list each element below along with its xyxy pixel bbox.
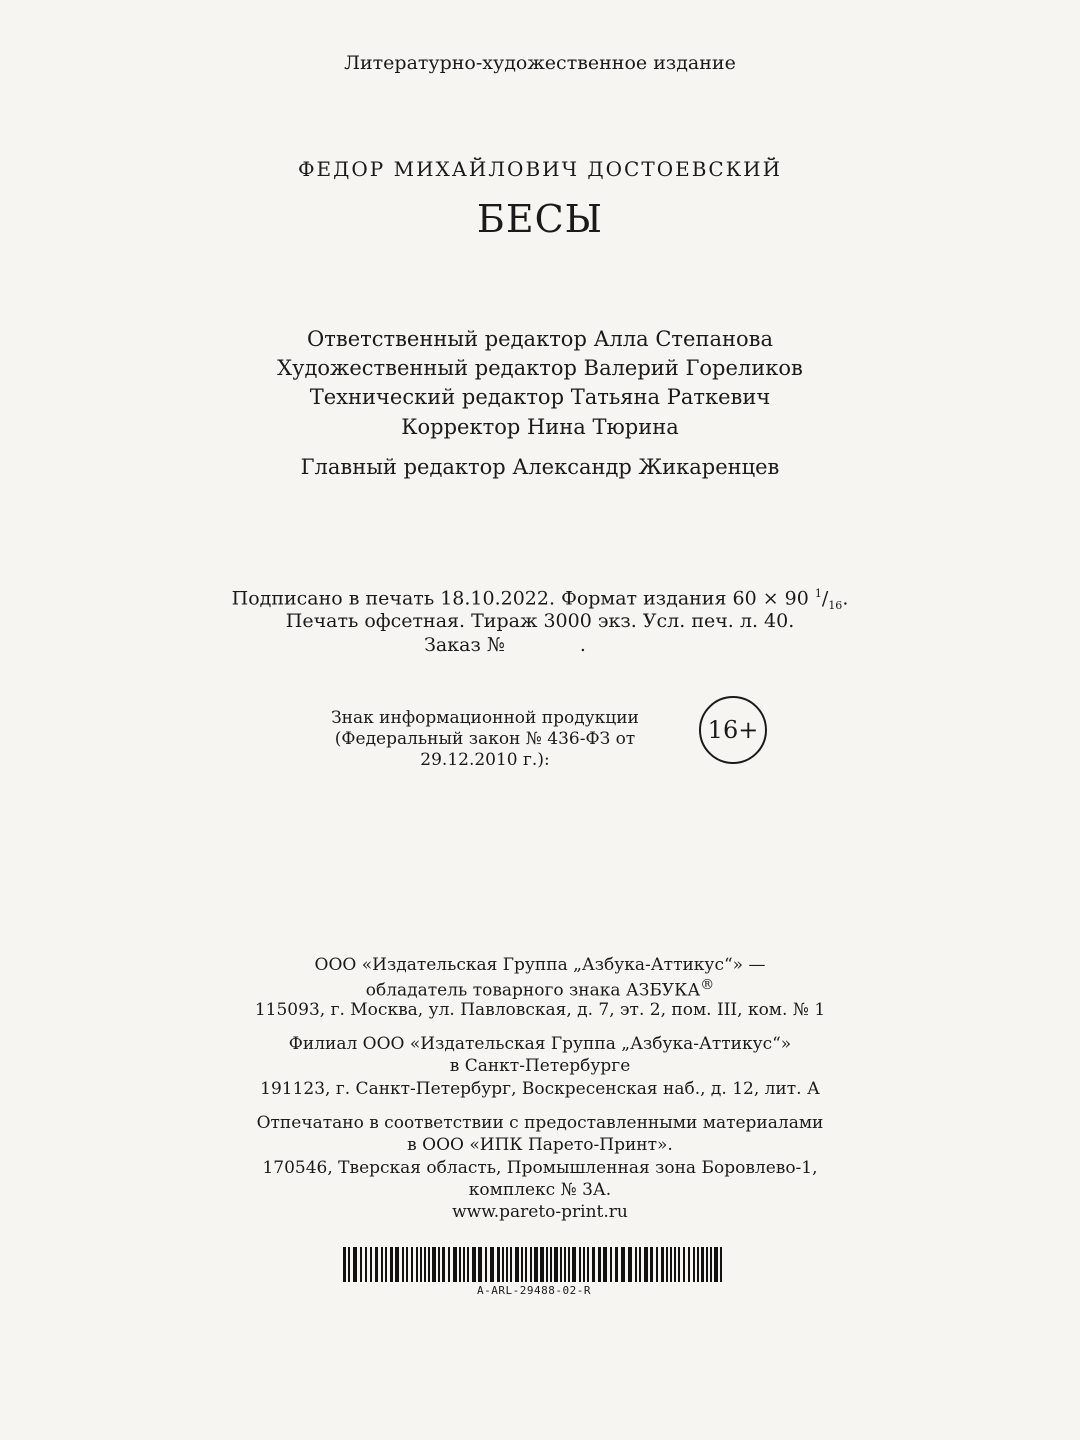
publisher-line: 115093, г. Москва, ул. Павловская, д. 7, эт. 2, пом. III, ком. № 1 [254, 1000, 826, 1020]
barcode-bar [554, 1247, 558, 1282]
credit-line: Технический редактор Татьяна Раткевич [309, 385, 771, 409]
barcode-bar [506, 1247, 508, 1282]
barcode-bar [448, 1247, 450, 1282]
genre-label: Литературно-художественное издание [344, 52, 736, 74]
barcode-bar [375, 1247, 378, 1282]
barcode-bar [701, 1247, 704, 1282]
barcode-bar [353, 1247, 357, 1282]
barcode-bar [365, 1247, 367, 1282]
barcode-bar [710, 1247, 712, 1282]
barcode-bar [442, 1247, 445, 1282]
printer-line: Отпечатано в соответствии с предоставленными материалами [256, 1113, 824, 1133]
barcode-bar [453, 1247, 457, 1282]
barcode-bar [343, 1247, 346, 1282]
barcode-bar [706, 1247, 708, 1282]
barcode-bar [360, 1247, 362, 1282]
barcode-bar [666, 1247, 668, 1282]
publisher-line: Филиал ООО «Издательская Группа „Азбука-Аттикус“» [288, 1034, 792, 1054]
barcode-bar [678, 1247, 680, 1282]
barcode-bar [490, 1247, 494, 1282]
credit-line: Ответственный редактор Алла Степанова [307, 327, 773, 351]
barcode-bar [406, 1247, 408, 1282]
barcode-bar [621, 1247, 625, 1282]
credit-line: Главный редактор Александр Жикаренцев [300, 455, 780, 479]
barcode-bar [546, 1247, 548, 1282]
barcode-bar [370, 1247, 372, 1282]
barcode-caption: A-ARL-29488-02-R [477, 1284, 591, 1297]
barcode-bar [550, 1247, 552, 1282]
publisher-line: в Санкт-Петербурге [449, 1056, 631, 1076]
barcode-bar [615, 1247, 618, 1282]
barcode-bar [693, 1247, 695, 1282]
barcode-bar [714, 1247, 718, 1282]
publisher-line: ООО «Издательская Группа „Азбука-Аттикус“» — [314, 955, 766, 975]
barcode-bar [587, 1247, 589, 1282]
barcode-bar [572, 1247, 576, 1282]
publisher-line: 191123, г. Санкт-Петербург, Воскресенская наб., д. 12, лит. А [260, 1079, 820, 1099]
barcode-bar [463, 1247, 465, 1282]
imprint-line-2: Печать офсетная. Тираж 3000 экз. Усл. печ. л. 40. [285, 610, 795, 632]
barcode-bar [639, 1247, 641, 1282]
barcode-bar [674, 1247, 676, 1282]
imprint-line-3: Заказ № . [424, 634, 586, 656]
registered-trademark-icon: ® [700, 977, 715, 993]
publisher-line: обладатель товарного знака АЗБУКА® [365, 977, 715, 1001]
barcode-bar [650, 1247, 653, 1282]
book-title: БЕСЫ [476, 197, 604, 241]
barcode-bar [510, 1247, 512, 1282]
barcode-bar [467, 1247, 469, 1282]
barcode-bar [348, 1247, 350, 1282]
barcode-bar [402, 1247, 404, 1282]
barcode-bar [420, 1247, 422, 1282]
barcode-bar [720, 1247, 722, 1282]
barcode-bar [644, 1247, 648, 1282]
barcode-bar [628, 1247, 632, 1282]
barcode-bar [530, 1247, 532, 1282]
author-name: ФЕДОР МИХАЙЛОВИЧ ДОСТОЕВСКИЙ [297, 157, 783, 181]
barcode-bar [385, 1247, 387, 1282]
credit-line: Художественный редактор Валерий Гореликов [277, 356, 803, 380]
barcode-bar [497, 1247, 500, 1282]
barcode-bar [579, 1247, 581, 1282]
barcode-bar [688, 1247, 690, 1282]
barcode-bar [592, 1247, 595, 1282]
printer-line: 170546, Тверская область, Промышленная зона Боровлево-1, [262, 1158, 818, 1178]
barcode-bar [424, 1247, 426, 1282]
barcode-bar [656, 1247, 658, 1282]
printer-line: комплекс № 3А. [468, 1180, 612, 1200]
barcode-icon [343, 1247, 725, 1282]
barcode-bar [432, 1247, 436, 1282]
barcode-bar [697, 1247, 699, 1282]
imprint-line-1: Подписано в печать 18.10.2022. Формат издания 60 × 90 $^1/_{16}$. [231, 587, 849, 613]
barcode-bar [583, 1247, 585, 1282]
credit-line: Корректор Нина Тюрина [401, 415, 679, 439]
fraction-denominator: 16 [828, 599, 843, 613]
barcode-bar [610, 1247, 612, 1282]
barcode-bar [568, 1247, 570, 1282]
barcode-bar [661, 1247, 664, 1282]
fraction-separator: / [821, 587, 829, 610]
printer-line: в ООО «ИПК Парето-Принт». [407, 1135, 673, 1155]
barcode-bar [502, 1247, 504, 1282]
barcode-bar [683, 1247, 685, 1282]
barcode-bar [598, 1247, 601, 1282]
barcode-bar [459, 1247, 461, 1282]
barcode-bar [416, 1247, 418, 1282]
barcode-bar [478, 1247, 482, 1282]
barcode-bar [438, 1247, 440, 1282]
barcode-bar [515, 1247, 519, 1282]
barcode-bar [525, 1247, 527, 1282]
barcode-bar [472, 1247, 476, 1282]
barcode-bar [428, 1247, 430, 1282]
barcode-bar [560, 1247, 562, 1282]
barcode-bar [411, 1247, 413, 1282]
barcode-bar [534, 1247, 538, 1282]
barcode-bar [521, 1247, 523, 1282]
age-rating-badge: 16+ [699, 696, 767, 764]
barcode-bar [540, 1247, 544, 1282]
barcode-bar [485, 1247, 487, 1282]
fraction-numerator: 1 [814, 587, 822, 600]
age-label-text: Знак информационной продукции (Федеральный закон № 436-ФЗ от 29.12.2010 г.): [331, 708, 639, 770]
barcode-bar [564, 1247, 566, 1282]
barcode-bar [390, 1247, 393, 1282]
barcode-bar [381, 1247, 383, 1282]
barcode-bar [670, 1247, 672, 1282]
barcode-bar [395, 1247, 399, 1282]
barcode-bar [603, 1247, 607, 1282]
printer-website: www.pareto-print.ru [452, 1202, 628, 1222]
barcode-bar [635, 1247, 637, 1282]
